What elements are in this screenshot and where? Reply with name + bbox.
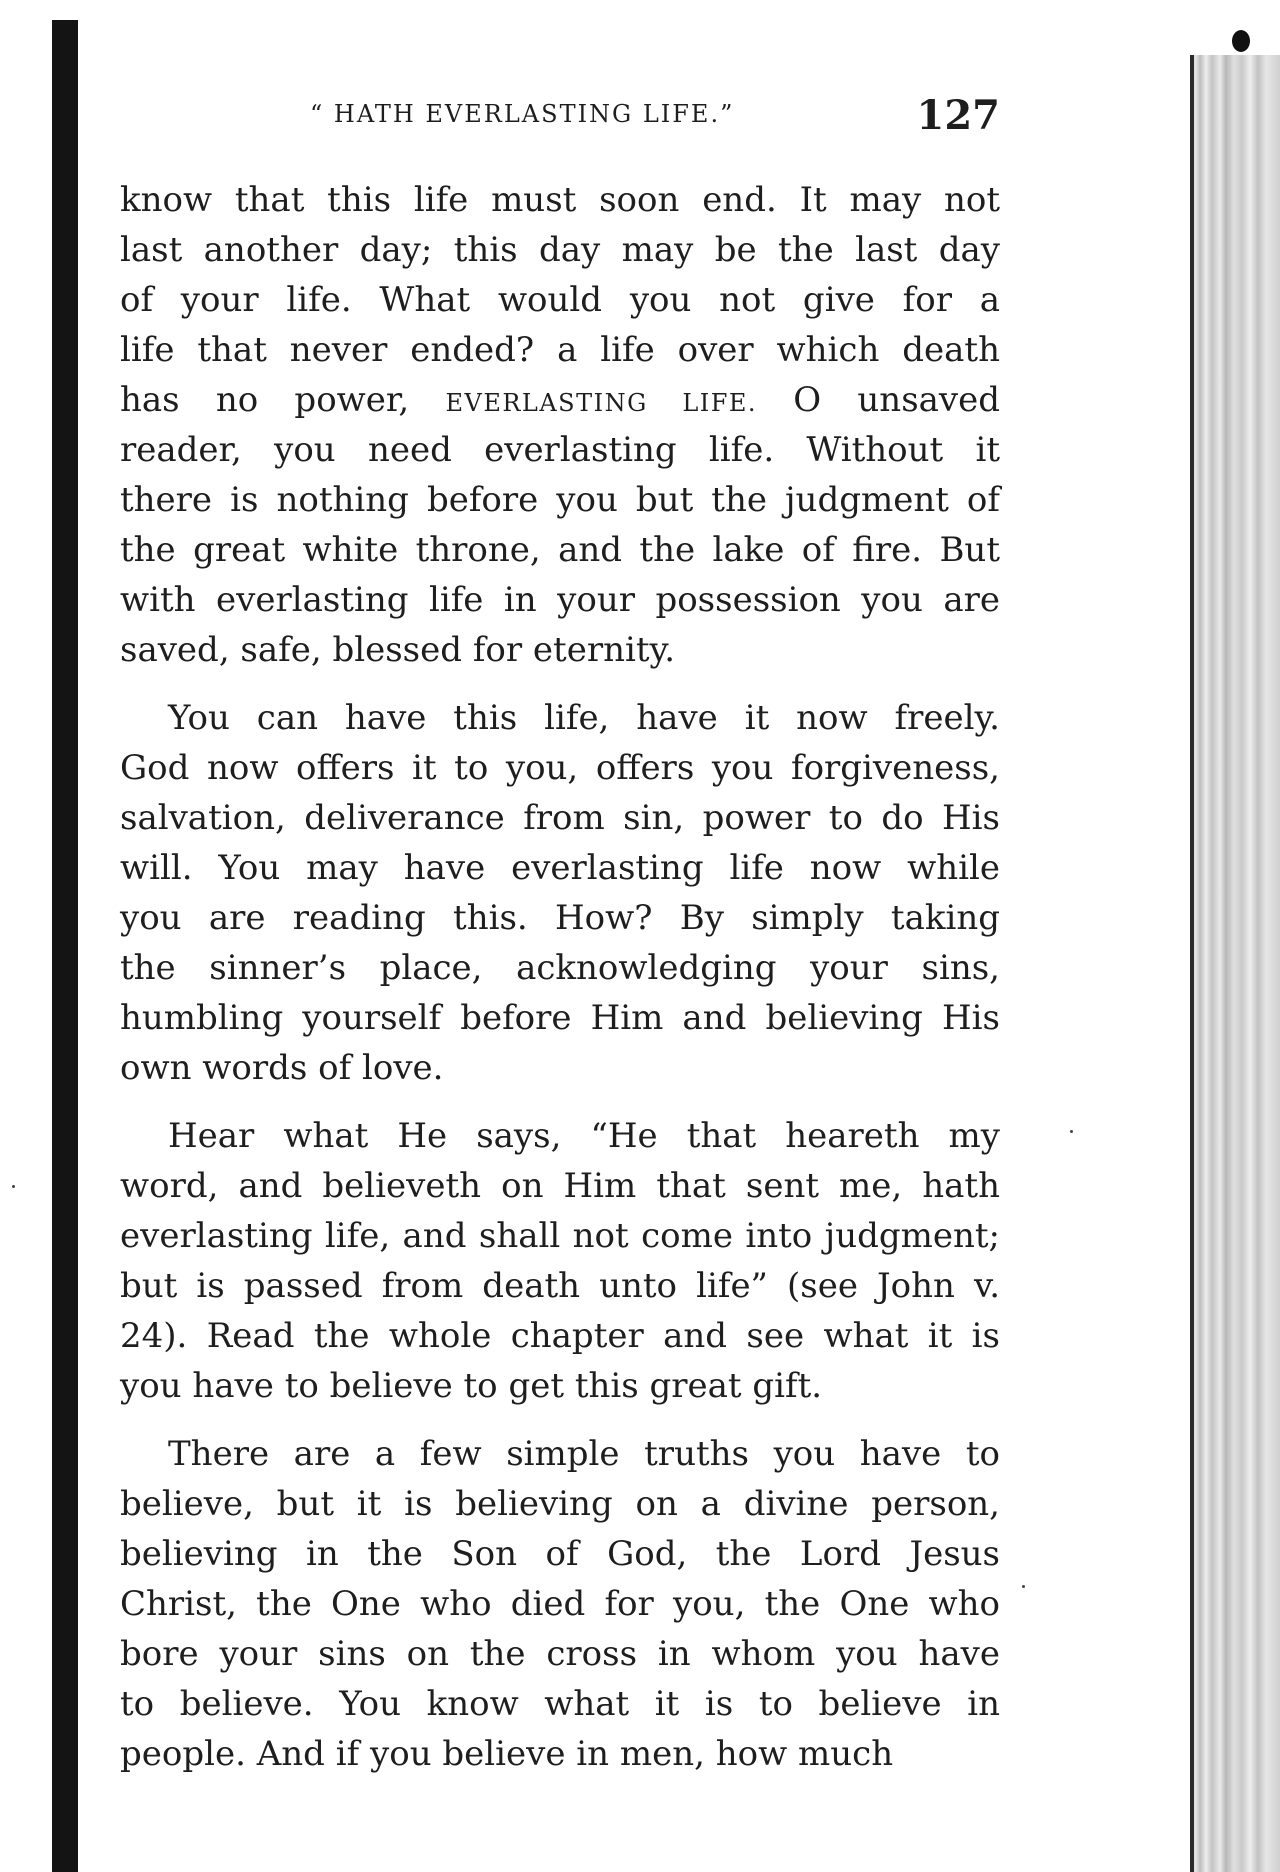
text-line: the great white throne, and the lake of fire. But bbox=[120, 530, 1000, 570]
paragraph-3 bbox=[120, 1111, 1000, 1411]
body-text bbox=[120, 175, 1000, 1797]
text-line: know that this life must soon end. It may not bbox=[120, 180, 1000, 220]
text-line: bore your sins on the cross in whom you have bbox=[120, 1634, 1000, 1674]
text-line: with everlasting life in your possession you are bbox=[120, 580, 1000, 620]
text-line: last another day; this day may be the last day bbox=[120, 230, 1000, 270]
page-gutter-shadow bbox=[52, 20, 78, 1872]
paragraph-2 bbox=[120, 693, 1000, 1093]
text-fragment: has no power, bbox=[120, 380, 410, 420]
text-line: will. You may have everlasting life now while bbox=[120, 848, 1000, 888]
text-line: believe, but it is believing on a divine person, bbox=[120, 1484, 1000, 1524]
text-line: humbling yourself before Him and believing His bbox=[120, 998, 1000, 1038]
text-line: saved, safe, blessed for eternity. bbox=[120, 630, 676, 670]
text-fragment: O unsaved bbox=[793, 380, 1001, 420]
text-line: 24). Read the whole chapter and see what it is bbox=[120, 1316, 1000, 1356]
text-line: reader, you need everlasting life. Without it bbox=[120, 430, 1000, 470]
text-line: life that never ended? a life over which death bbox=[120, 330, 1000, 370]
text-line: the sinner’s place, acknowledging your sins, bbox=[120, 948, 1000, 988]
text-line: people. And if you believe in men, how much bbox=[120, 1734, 894, 1774]
scan-speck bbox=[1070, 1130, 1073, 1133]
text-line: everlasting life, and shall not come into judgment; bbox=[120, 1216, 1000, 1256]
corner-blot bbox=[1232, 30, 1250, 52]
text-line: of your life. What would you not give for a bbox=[120, 280, 1000, 320]
text-line: God now offers it to you, offers you forgiveness, bbox=[120, 748, 1000, 788]
text-line: there is nothing before you but the judgment of bbox=[120, 480, 1000, 520]
page-fore-edge bbox=[1190, 55, 1280, 1872]
text-line: own words of love. bbox=[120, 1048, 444, 1088]
scan-speck bbox=[1022, 1585, 1025, 1588]
text-line: You can have this life, have it now freely. bbox=[168, 698, 1000, 738]
paragraph-4 bbox=[120, 1429, 1000, 1779]
page-number: 127 bbox=[916, 92, 1000, 139]
text-line bbox=[120, 375, 1000, 425]
text-line: word, and believeth on Him that sent me, hath bbox=[120, 1166, 1000, 1206]
text-line: you are reading this. How? By simply taking bbox=[120, 898, 1000, 938]
text-line: salvation, deliverance from sin, power to do His bbox=[120, 798, 1000, 838]
text-line: to believe. You know what it is to believe in bbox=[120, 1684, 1000, 1724]
paragraph-1 bbox=[120, 175, 1000, 675]
running-title: “ HATH EVERLASTING LIFE.” bbox=[310, 100, 735, 128]
text-line: but is passed from death unto life” (see John v. bbox=[120, 1266, 1000, 1306]
small-caps-phrase: EVERLASTING LIFE. bbox=[445, 389, 758, 417]
running-head bbox=[120, 92, 1000, 142]
text-line: Christ, the One who died for you, the One who bbox=[120, 1584, 1000, 1624]
text-line: you have to believe to get this great gift. bbox=[120, 1366, 823, 1406]
text-line: Hear what He says, “He that heareth my bbox=[168, 1116, 1000, 1156]
scan-speck bbox=[12, 1185, 15, 1188]
text-line: There are a few simple truths you have to bbox=[168, 1434, 1000, 1474]
text-line: believing in the Son of God, the Lord Jesus bbox=[120, 1534, 1000, 1574]
